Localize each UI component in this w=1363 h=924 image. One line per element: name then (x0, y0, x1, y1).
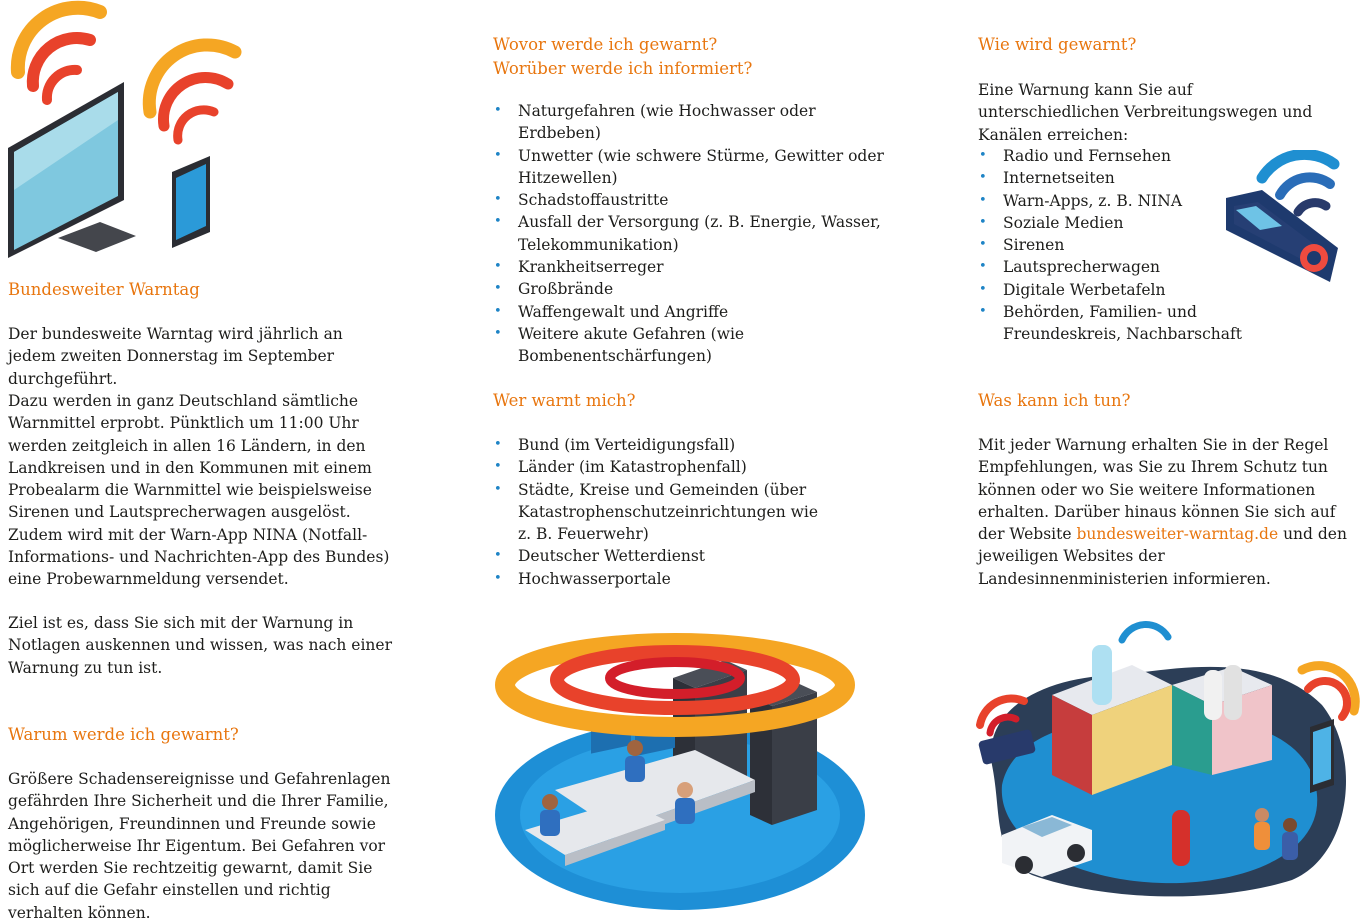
heading-wovor: Wovor werde ich gewarnt? (493, 35, 718, 54)
list-wovor (493, 100, 888, 368)
list-item: • Großbrände (493, 278, 888, 300)
list-item: • Hochwasserportale (493, 568, 823, 590)
heading-was-tun: Was kann ich tun? (978, 391, 1131, 410)
list-item: • Deutscher Wetterdienst (493, 545, 823, 567)
heading-bundesweiter-warntag: Bundesweiter Warntag (8, 280, 200, 299)
list-item: • Weitere akute Gefahren (wie Bombenentschärfungen) (493, 323, 818, 368)
heading-worueber: Worüber werde ich informiert? (493, 59, 753, 78)
list-item: • Länder (im Katastrophenfall) (493, 456, 823, 478)
city-warning-illustration (972, 615, 1360, 900)
list-item: • Sirenen (978, 234, 1318, 256)
list-item: • Radio und Fernsehen (978, 145, 1318, 167)
paragraph-warntag-date: Der bundesweite Warntag wird jährlich an jedem zweiten Donnerstag im September durchgeführt. (8, 325, 343, 388)
list-item: • Warn-Apps, z. B. NINA (978, 190, 1318, 212)
paragraph-warntag-details: Dazu werden in ganz Deutschland sämtliche Warnmittel erprobt. Pünktlich um 11:00 Uhr werden zeitgleich in allen 16 Ländern, in den Landkreisen und in den Kommunen mit einem Probealarm die Warnmittel wie beispielsweise Sirenen und Lautsprecherwagen ausgelöst. Zudem wird mit der Warn-App NINA (Notfall-Informations- und Nachrichten-App des Bundes) eine Probewarnmeldung versendet. (8, 392, 390, 589)
list-wer (493, 434, 823, 590)
paragraph-was-tun: Mit jeder Warnung erhalten Sie in der Regel Empfehlungen, was Sie zu Ihrem Schutz tun können oder wo Sie weitere Informationen erhalten. Darüber hinaus können Sie sich auf der Website bundesweiter-warntag.de und den jeweiligen Websites der Landesinnenministerien informieren. (978, 436, 1347, 588)
list-item: • Soziale Medien (978, 212, 1318, 234)
list-item: • Behörden, Familien- und Freundeskreis, Nachbarschaft (978, 301, 1308, 346)
heading-wer-warnt: Wer warnt mich? (493, 391, 636, 410)
paragraph-warum: Größere Schadensereignisse und Gefahrenlagen gefährden Ihre Sicherheit und die Ihrer Familie, Angehörigen, Freundinnen und Freunde sowie möglicherweise Ihr Eigentum. Bei Gefahren vor Ort werden Sie rechtzeitig gewarnt, damit Sie sich auf die Gefahr einstellen und richtig verhalten können. (8, 770, 391, 922)
list-item: • Digitale Werbetafeln (978, 279, 1318, 301)
paragraph-wie: Eine Warnung kann Sie auf unterschiedlichen Verbreitungswegen und Kanälen erreichen: (978, 81, 1313, 144)
control-room-illustration (495, 630, 870, 915)
list-item: • Internetseiten (978, 167, 1318, 189)
list-item: • Unwetter (wie schwere Stürme, Gewitter oder Hitzewellen) (493, 145, 888, 190)
list-item: • Bund (im Verteidigungsfall) (493, 434, 823, 456)
heading-wie-gewarnt: Wie wird gewarnt? (978, 35, 1137, 54)
list-item: • Naturgefahren (wie Hochwasser oder Erdbeben) (493, 100, 888, 145)
list-item: • Städte, Kreise und Gemeinden (über Katastrophenschutzeinrichtungen wie z. B. Feuerwehr) (493, 479, 823, 546)
list-item: • Waffengewalt und Angriffe (493, 301, 888, 323)
list-item: • Ausfall der Versorgung (z. B. Energie, Wasser, Telekommunikation) (493, 211, 888, 256)
radio-alert-illustration (1222, 150, 1342, 285)
list-item: • Schadstoffaustritte (493, 189, 888, 211)
tv-phone-alert-illustration (0, 0, 245, 262)
list-item: • Krankheitserreger (493, 256, 888, 278)
heading-warum: Warum werde ich gewarnt? (8, 725, 239, 744)
website-link[interactable]: bundesweiter-warntag.de (1076, 525, 1279, 544)
list-item: • Lautsprecherwagen (978, 256, 1318, 278)
paragraph-warntag-goal: Ziel ist es, dass Sie sich mit der Warnung in Notlagen auskennen und wissen, was nach einer Warnung zu tun ist. (8, 614, 392, 677)
